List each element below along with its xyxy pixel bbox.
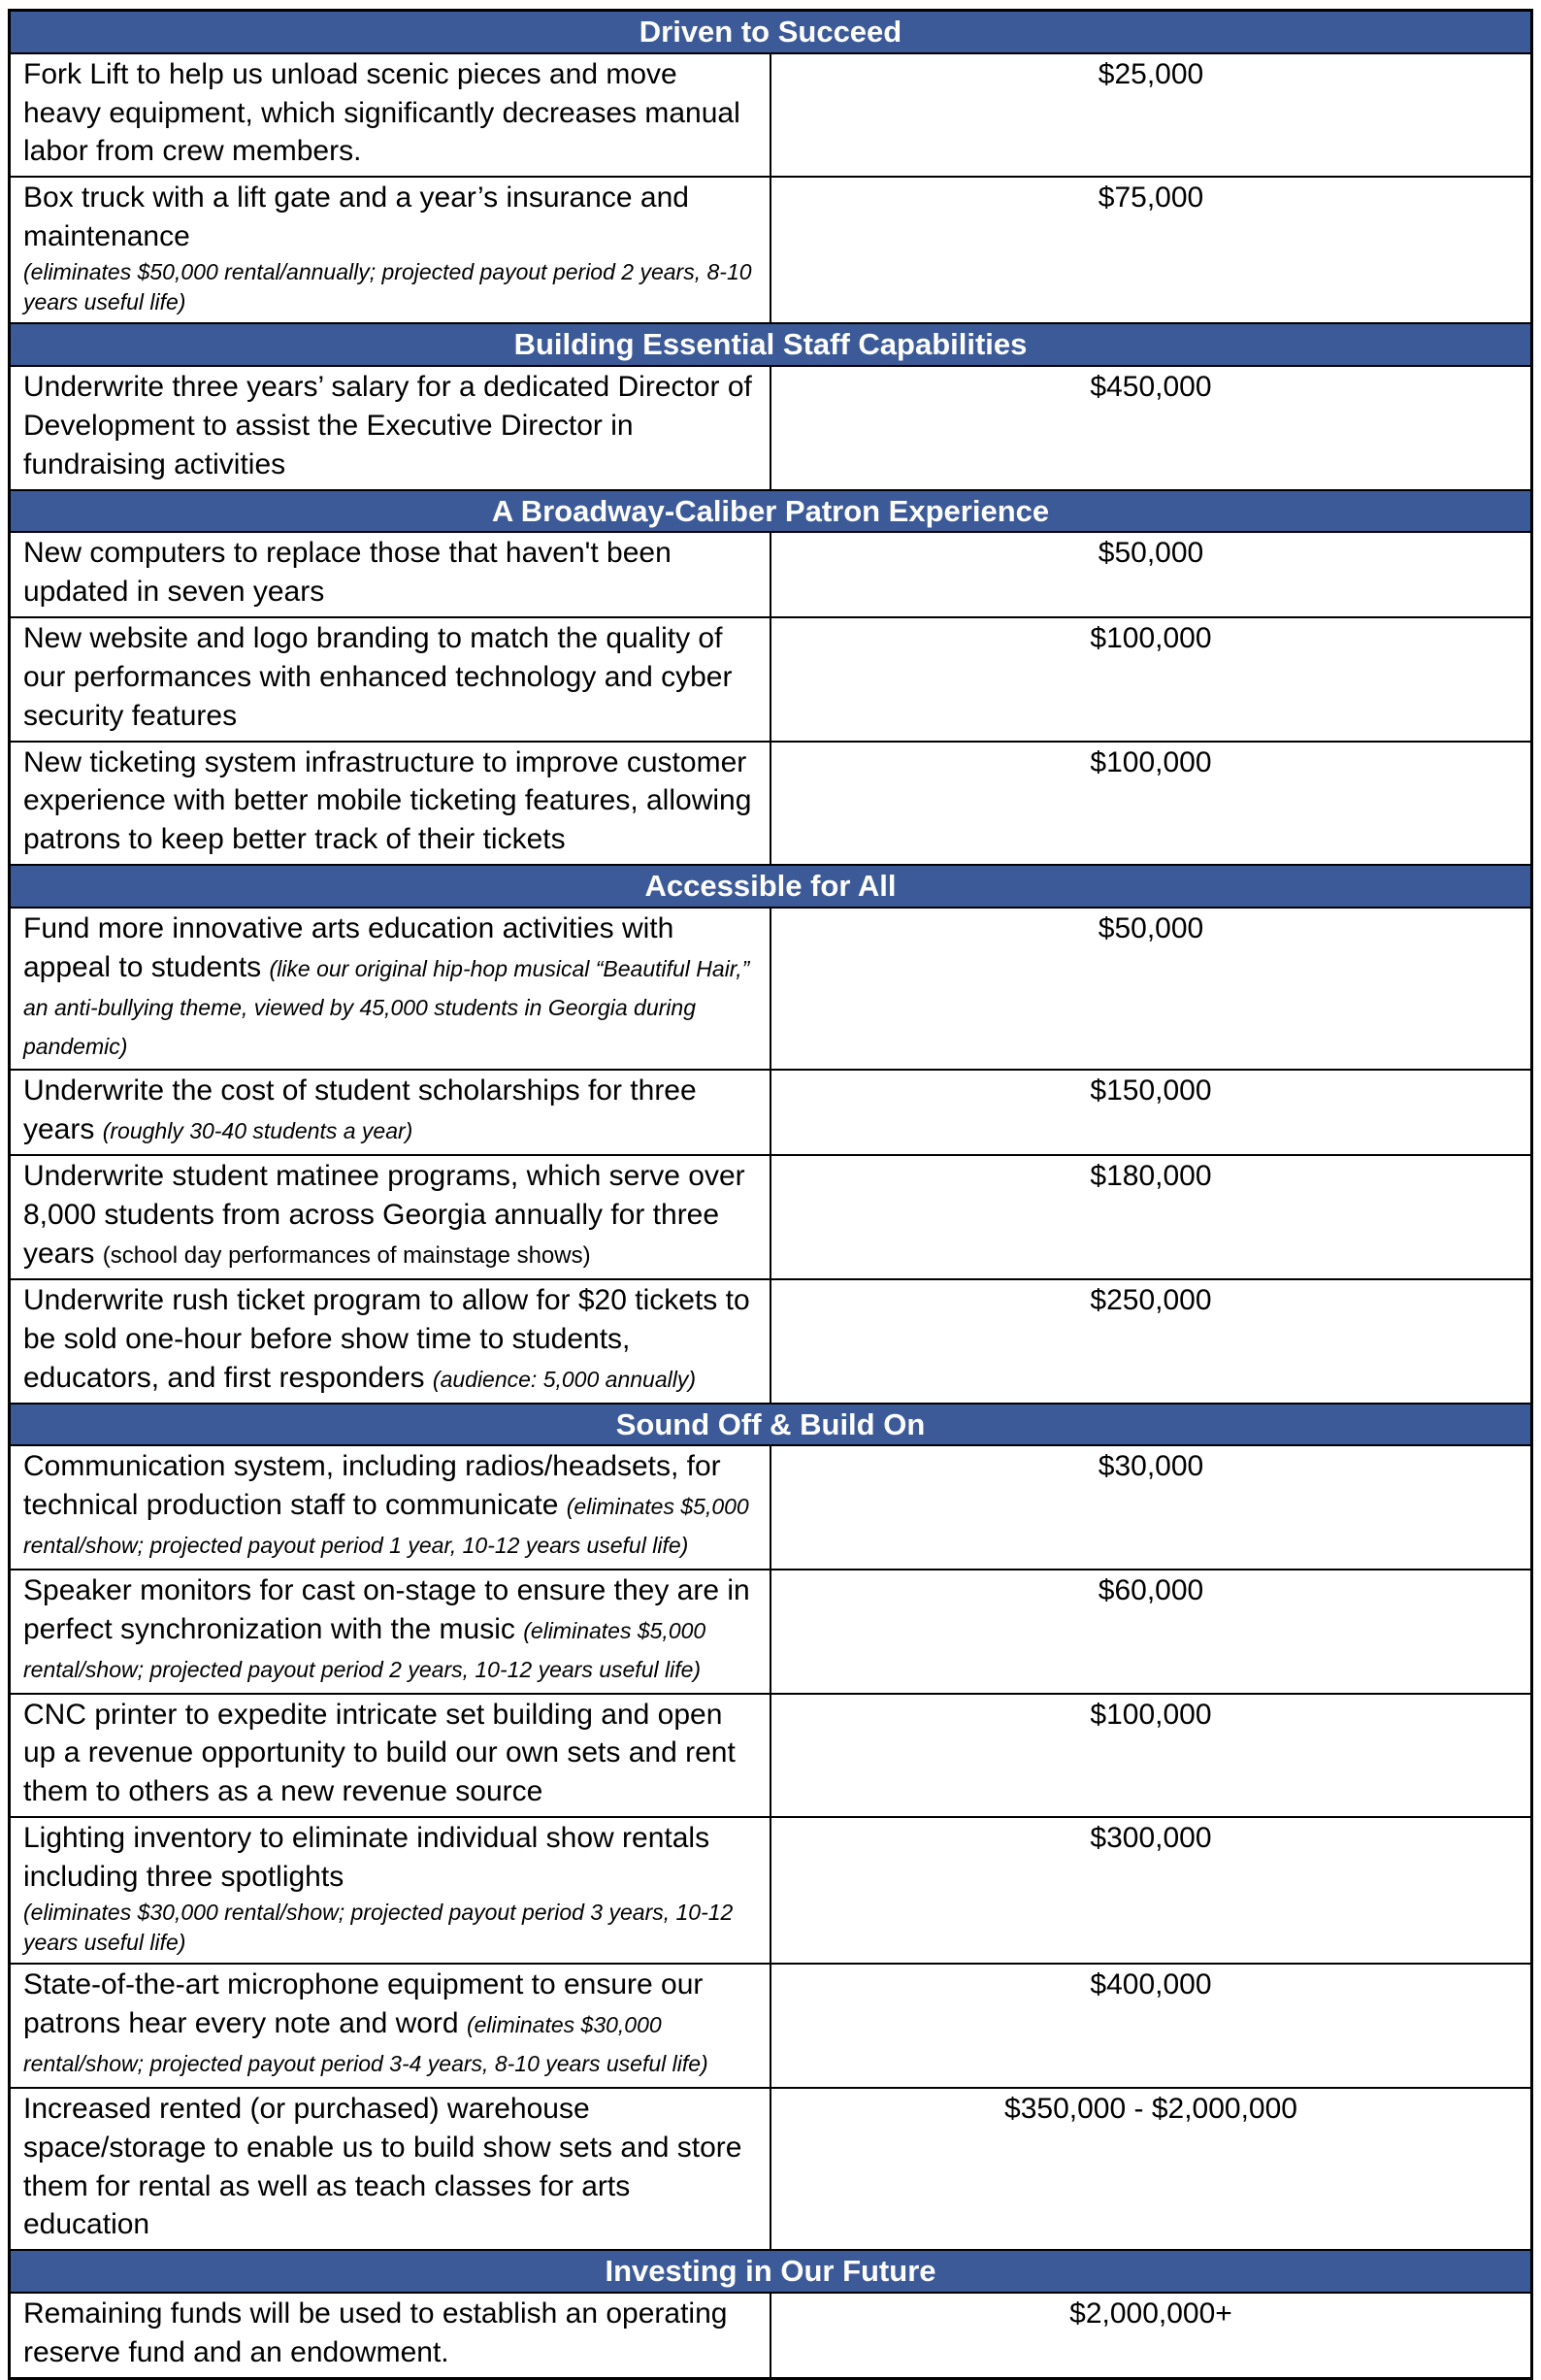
item-description-cell: [10, 532, 771, 617]
campaign-table-body: [10, 11, 1532, 2379]
item-text: Underwrite three years’ salary for a dedicated Director of Development to assist the Executive Director in fundraising activities: [23, 370, 752, 480]
item-amount: $2,000,000+: [770, 2293, 1532, 2378]
item-row: [10, 532, 1532, 617]
item-amount: $60,000: [770, 1570, 1532, 1694]
item-amount: $400,000: [770, 1964, 1532, 2088]
item-text: Communication system, including radios/headsets, for technical production staff to communicate: [23, 1450, 721, 1522]
item-description-cell: [10, 366, 771, 490]
item-description-cell: [10, 1817, 771, 1964]
item-amount: $100,000: [770, 617, 1532, 742]
item-amount: $100,000: [770, 1694, 1532, 1818]
item-row: [10, 366, 1532, 490]
item-amount: $300,000: [770, 1817, 1532, 1964]
item-amount: $450,000: [770, 366, 1532, 490]
item-text: New computers to replace those that haven't been updated in seven years: [23, 537, 672, 609]
item-text: Box truck with a lift gate and a year’s insurance and maintenance: [23, 182, 689, 253]
item-note: (school day performances of mainstage shows): [102, 1242, 591, 1270]
capital-campaign-table: [8, 9, 1533, 2380]
item-amount: $50,000: [770, 908, 1532, 1071]
item-note: (roughly 30-40 students a year): [102, 1118, 413, 1144]
item-description-cell: [10, 1694, 771, 1818]
item-amount: $250,000: [770, 1279, 1532, 1404]
item-amount: $100,000: [770, 742, 1532, 866]
item-description-cell: [10, 742, 771, 866]
item-amount: $30,000: [770, 1445, 1532, 1570]
item-text: New ticketing system infrastructure to improve customer experience with better mobile ticketing features, allowing patrons to keep better track of their tickets: [23, 745, 752, 856]
item-text: New website and logo branding to match the quality of our performances with enhanced technology and cyber security features: [23, 621, 733, 732]
item-text: State-of-the-art microphone equipment to ensure our patrons hear every note and word: [23, 1968, 704, 2040]
section-title: Driven to Succeed: [10, 11, 1532, 53]
item-text: Underwrite student matinee programs, which serve over 8,000 students from across Georgia annually for three years: [23, 1160, 745, 1271]
item-row: [10, 908, 1532, 1071]
item-text: Lighting inventory to eliminate individual show rentals including three spotlights: [23, 1822, 710, 1894]
item-amount: $350,000 - $2,000,000: [770, 2088, 1532, 2251]
item-description-cell: [10, 617, 771, 742]
item-description-cell: [10, 908, 771, 1071]
item-text: Fund more innovative arts education activities with appeal to students: [23, 911, 674, 983]
section-title: Sound Off & Build On: [10, 1404, 1532, 1446]
item-description-cell: [10, 1070, 771, 1155]
section-header-row: [10, 1404, 1532, 1446]
item-amount: $180,000: [770, 1155, 1532, 1279]
item-row: [10, 1445, 1532, 1570]
item-row: [10, 1817, 1532, 1964]
item-text: Remaining funds will be used to establish an operating reserve fund and an endowment.: [23, 2297, 728, 2368]
item-text: Fork Lift to help us unload scenic pieces and move heavy equipment, which significantly decreases manual labor from crew members.: [23, 57, 740, 168]
item-description-cell: [10, 177, 771, 323]
item-row: [10, 2088, 1532, 2251]
section-title: Accessible for All: [10, 865, 1532, 908]
item-row: [10, 1155, 1532, 1279]
section-header-row: [10, 865, 1532, 908]
item-row: [10, 617, 1532, 742]
item-description-cell: [10, 53, 771, 178]
item-amount: $150,000: [770, 1070, 1532, 1155]
item-amount: $75,000: [770, 177, 1532, 323]
item-description-cell: [10, 2088, 771, 2251]
section-header-row: [10, 11, 1532, 53]
item-description-cell: [10, 2293, 771, 2378]
section-title: A Broadway-Caliber Patron Experience: [10, 490, 1532, 533]
item-text: CNC printer to expedite intricate set building and open up a revenue opportunity to build our own sets and rent them to others as a new revenue source: [23, 1698, 736, 1808]
item-note: (eliminates $30,000 rental/show; projected payout period 3 years, 10-12 years useful life): [23, 1900, 734, 1956]
item-description-cell: [10, 1155, 771, 1279]
item-row: [10, 2293, 1532, 2378]
item-text: Speaker monitors for cast on-stage to ensure they are in perfect synchronization with the music: [23, 1573, 750, 1645]
item-description-cell: [10, 1279, 771, 1404]
item-row: [10, 742, 1532, 866]
item-row: [10, 1570, 1532, 1694]
item-row: [10, 1279, 1532, 1404]
item-row: [10, 1070, 1532, 1155]
section-header-row: [10, 323, 1532, 366]
item-note: (eliminates $5,000 rental/show; projected payout period 2 years, 10-12 years useful life): [23, 1617, 706, 1682]
item-description-cell: [10, 1570, 771, 1694]
item-note: (eliminates $50,000 rental/annually; projected payout period 2 years, 8-10 years useful life): [23, 259, 752, 315]
item-note: (eliminates $5,000 rental/show; projected payout period 1 year, 10-12 years useful life): [23, 1494, 749, 1559]
item-amount: $25,000: [770, 53, 1532, 178]
item-note: (like our original hip-hop musical “Beautiful Hair,” an anti-bullying theme, viewed by 45,000 students in Georgia during pandemic): [23, 955, 750, 1059]
item-row: [10, 177, 1532, 323]
item-text: Underwrite rush ticket program to allow for $20 tickets to be sold one-hour before show time to students, educators, and first responders: [23, 1283, 750, 1394]
item-row: [10, 1964, 1532, 2088]
item-description-cell: [10, 1964, 771, 2088]
item-note: (eliminates $30,000 rental/show; projected payout period 3-4 years, 8-10 years useful life): [23, 2012, 708, 2076]
item-row: [10, 53, 1532, 178]
item-note: (audience: 5,000 annually): [432, 1366, 696, 1392]
section-title: Building Essential Staff Capabilities: [10, 323, 1532, 366]
item-amount: $50,000: [770, 532, 1532, 617]
item-row: [10, 1694, 1532, 1818]
item-text: Increased rented (or purchased) warehouse space/storage to enable us to build show sets and store them for rental as well as teach classes for arts education: [23, 2092, 742, 2241]
section-header-row: [10, 2250, 1532, 2293]
item-description-cell: [10, 1445, 771, 1570]
section-title: Investing in Our Future: [10, 2250, 1532, 2293]
section-header-row: [10, 490, 1532, 533]
item-text: Underwrite the cost of student scholarships for three years: [23, 1074, 697, 1146]
